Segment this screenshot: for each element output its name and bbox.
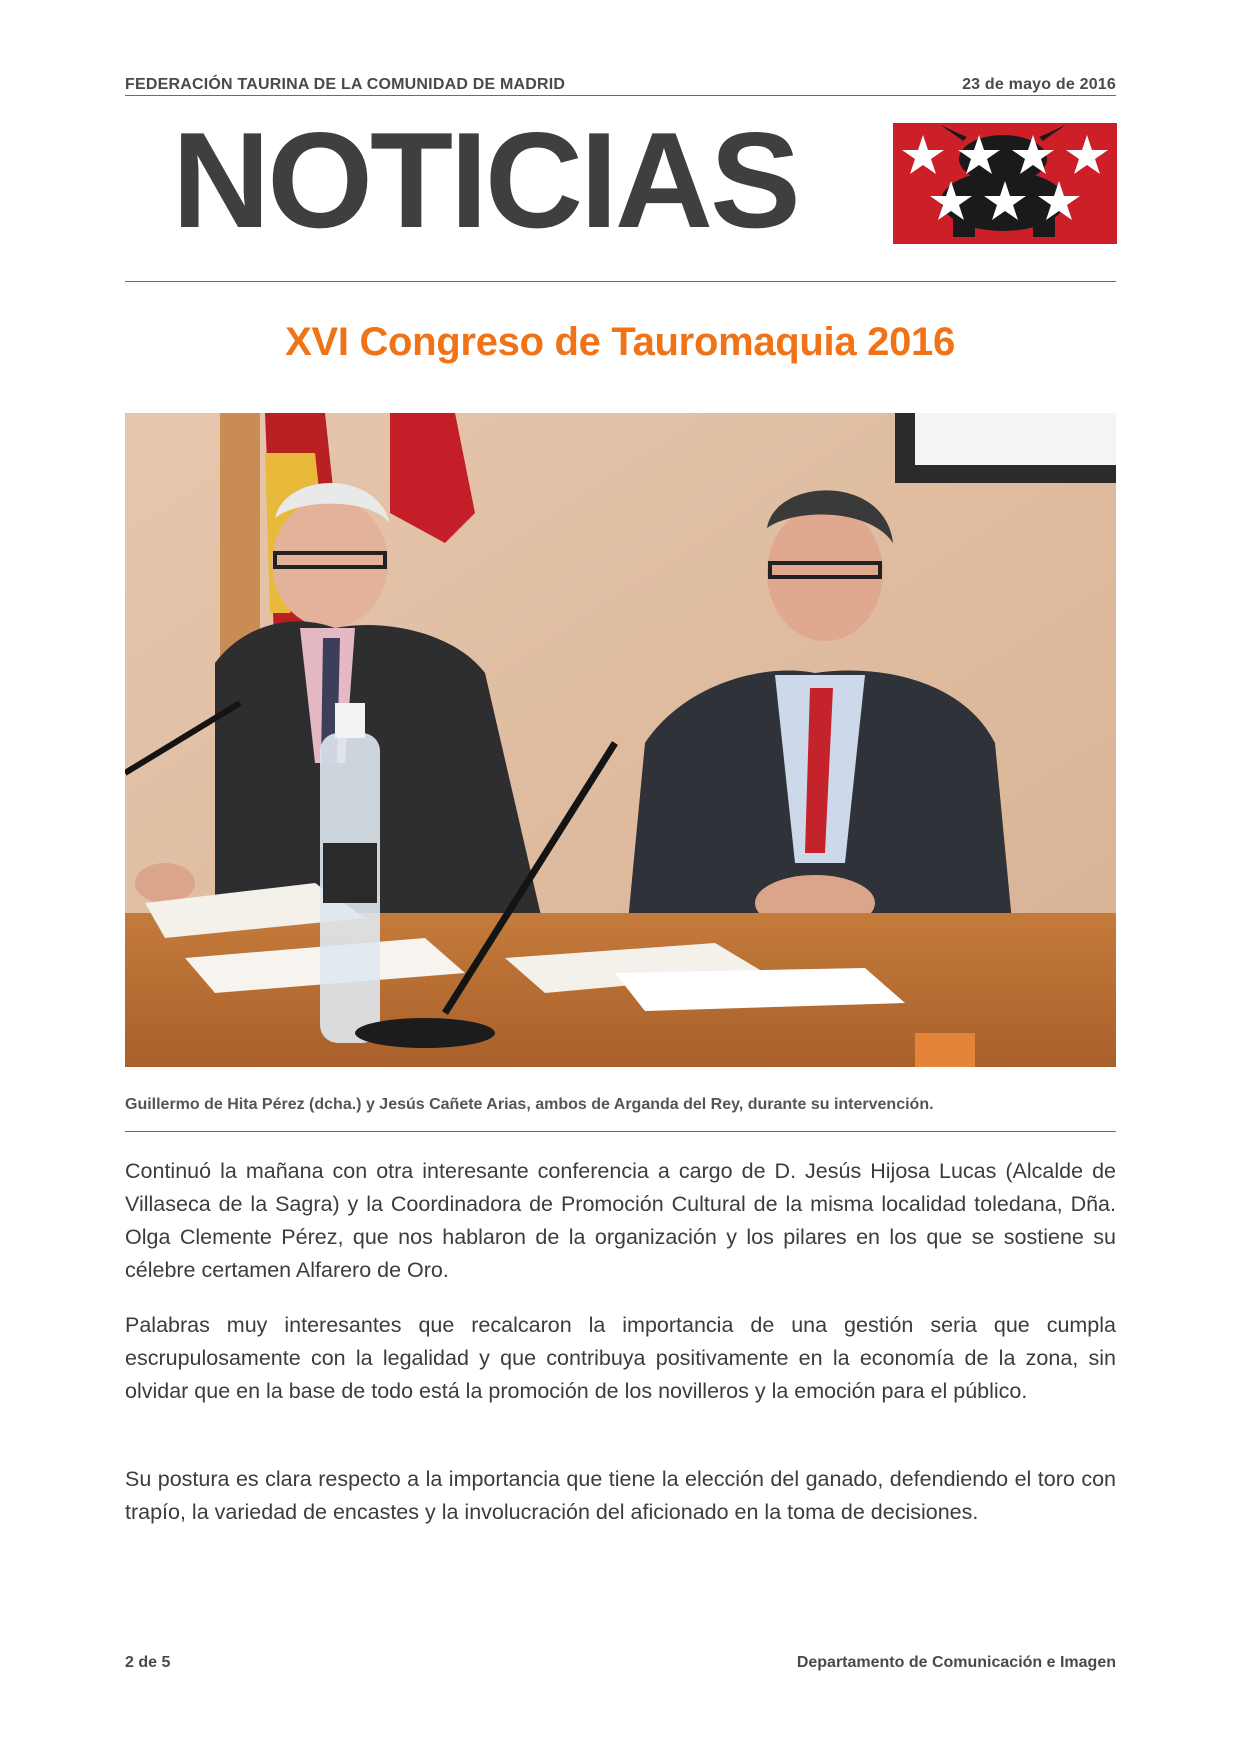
madrid-flag-bull-logo	[893, 123, 1117, 244]
masthead-title: NOTICIAS	[172, 104, 798, 256]
footer-department: Departamento de Comunicación e Imagen	[796, 1654, 1116, 1671]
article-paragraph-2: Palabras muy interesantes que recalcaron la importancia de una gestión seria que cumpla escrupulosamente con la legalidad y que contribuya positivamente en la economía de la zona, sin olvidar que en la base de todo está la promoción de los novilleros y la emoción para el público.	[125, 1313, 1116, 1403]
article-headline: XVI Congreso de Tauromaquia 2016	[285, 320, 955, 364]
caption-divider	[125, 1131, 1116, 1132]
masthead-divider	[125, 281, 1116, 282]
conference-speakers-photo	[125, 413, 1116, 1067]
page-number: 2 de 5	[125, 1654, 171, 1671]
organization-name: FEDERACIÓN TAURINA DE LA COMUNIDAD DE MADRID	[125, 76, 566, 93]
issue-date: 23 de mayo de 2016	[962, 76, 1116, 93]
header-divider	[125, 95, 1116, 96]
article-paragraph-3: Su postura es clara respecto a la importancia que tiene la elección del ganado, defendiendo el toro con trapío, la variedad de encastes y la involucración del aficionado en la toma de decisiones.	[125, 1467, 1116, 1524]
photo-caption: Guillermo de Hita Pérez (dcha.) y Jesús Cañete Arias, ambos de Arganda del Rey, durante su intervención.	[125, 1096, 934, 1113]
article-paragraph-1: Continuó la mañana con otra interesante conferencia a cargo de D. Jesús Hijosa Lucas (Alcalde de Villaseca de la Sagra) y la Coordinadora de Promoción Cultural de la misma localidad toledana, Dña. Olga Clemente Pérez, que nos hablaron de la organización y los pilares en los que se sostiene su célebre certamen Alfarero de Oro.	[125, 1159, 1116, 1282]
